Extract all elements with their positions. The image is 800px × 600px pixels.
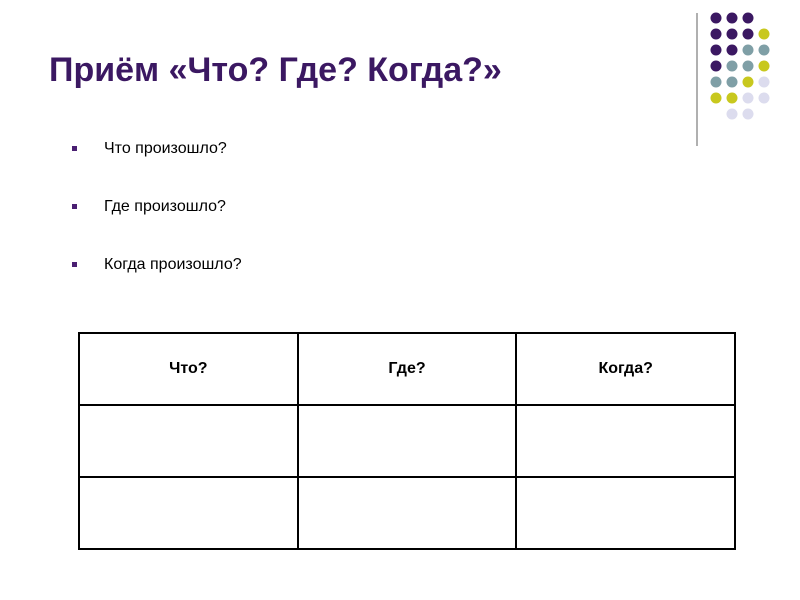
table-cell (516, 477, 735, 549)
table-cell (516, 405, 735, 477)
decorative-divider (696, 13, 698, 146)
deco-dot (711, 29, 722, 40)
bullet-marker (72, 204, 77, 209)
deco-dot (711, 13, 722, 24)
bullet-marker (72, 262, 77, 267)
table-header-cell: Когда? (516, 333, 735, 405)
table-header-row (79, 333, 735, 405)
deco-dot (743, 61, 754, 72)
deco-dot (759, 29, 770, 40)
deco-dot (727, 29, 738, 40)
deco-dot (743, 77, 754, 88)
deco-dot (727, 93, 738, 104)
bullet-text: Где произошло? (104, 198, 226, 215)
deco-dot (743, 29, 754, 40)
deco-dot (711, 93, 722, 104)
decorative-dot-grid (709, 11, 789, 131)
deco-dot (759, 93, 770, 104)
deco-dot (743, 109, 754, 120)
deco-dot (727, 45, 738, 56)
deco-dot (727, 109, 738, 120)
deco-dot (711, 61, 722, 72)
deco-dot (759, 45, 770, 56)
table-cell (298, 477, 517, 549)
deco-dot (727, 13, 738, 24)
deco-dot (711, 45, 722, 56)
deco-dot (759, 77, 770, 88)
table-row (79, 405, 735, 477)
bullet-text: Когда произошло? (104, 256, 242, 273)
table-row (79, 477, 735, 549)
deco-dot (743, 45, 754, 56)
table-header-cell: Что? (79, 333, 298, 405)
deco-dot (743, 13, 754, 24)
deco-dot (727, 77, 738, 88)
slide-title: Приём «Что? Где? Когда?» (49, 51, 502, 89)
bullet-marker (72, 146, 77, 151)
what-where-when-table (78, 332, 736, 550)
deco-dot (727, 61, 738, 72)
table-cell (79, 405, 298, 477)
table-cell (298, 405, 517, 477)
deco-dot (743, 93, 754, 104)
bullet-text: Что произошло? (104, 140, 227, 157)
table-header-cell: Где? (298, 333, 517, 405)
table-cell (79, 477, 298, 549)
deco-dot (711, 77, 722, 88)
deco-dot (759, 61, 770, 72)
